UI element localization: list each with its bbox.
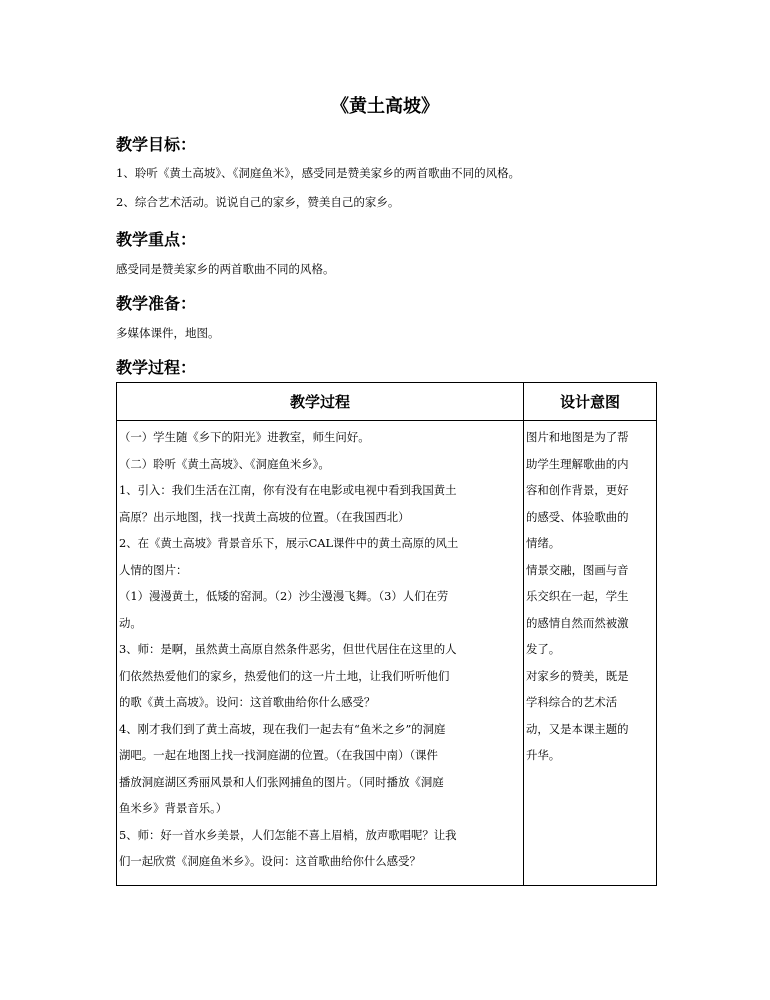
column-header-process: 教学过程 — [117, 383, 524, 421]
key-points-text: 感受同是赞美家乡的两首歌曲不同的风格。 — [116, 262, 335, 276]
intent-line: 情绪。 — [526, 536, 561, 550]
intent-line: 动，又是本课主题的 — [526, 721, 629, 736]
intent-line: 升华。 — [526, 748, 561, 762]
intent-line: 学科综合的艺术活 — [526, 695, 618, 709]
intent-line: 的感受、体验歌曲的 — [526, 509, 629, 524]
process-line: 鱼米乡》背景音乐。） — [119, 801, 228, 815]
intent-line: 情景交融，图画与音 — [526, 562, 629, 577]
process-line: 播放洞庭湖区秀丽风景和人们张网捕鱼的图片。（同时播放《洞庭 — [119, 774, 444, 789]
process-cell — [117, 421, 524, 886]
process-line: 5、师：好一首水乡美景，人们怎能不喜上眉梢，放声歌唱呢？让我 — [119, 827, 457, 842]
table-header-row — [117, 383, 657, 421]
process-line: 3、师：是啊，虽然黄土高原自然条件恶劣，但世代居住在这里的人 — [119, 642, 457, 656]
goals-heading: 教学目标： — [116, 135, 197, 154]
process-heading: 教学过程： — [116, 358, 197, 377]
process-line: 们一起欣赏《洞庭鱼米乡》。设问：这首歌曲给你什么感受？ — [119, 854, 421, 868]
process-line: 人情的图片： — [119, 562, 188, 577]
process-line: 们依然热爱他们的家乡，热爱他们的这一片土地，让我们听听他们 — [119, 668, 450, 683]
intent-line: 容和创作背景，更好 — [526, 483, 629, 497]
process-line: 2、在《黄土高坡》背景音乐下，展示CAL课件中的黄土高原的风土 — [119, 536, 459, 550]
process-line: 4、刚才我们到了黄土高坡，现在我们一起去有“鱼米之乡”的洞庭 — [119, 721, 446, 736]
process-line: （二）聆听《黄土高坡》、《洞庭鱼米乡》。 — [119, 456, 330, 471]
key-points-heading: 教学重点： — [116, 230, 197, 249]
process-line: 的歌《黄土高坡》。设问：这首歌曲给你什么感受？ — [119, 695, 376, 709]
intent-line: 图片和地图是为了帮 — [526, 430, 629, 444]
intent-line: 乐交织在一起，学生 — [526, 589, 629, 603]
process-line: 1、引入：我们生活在江南，你有没有在电影或电视中看到我国黄土 — [119, 483, 457, 497]
column-header-intent: 设计意图 — [524, 383, 657, 421]
lesson-process-table — [116, 382, 657, 886]
process-line: 高原？出示地图，找一找黄土高坡的位置。（在我国西北） — [119, 509, 410, 524]
goal-item-1: 1、聆听《黄土高坡》、《洞庭鱼米》，感受同是赞美家乡的两首歌曲不同的风格。 — [116, 166, 521, 180]
goal-item-2: 2、综合艺术活动。说说自己的家乡，赞美自己的家乡。 — [116, 195, 400, 209]
intent-line: 的感情自然而然被激 — [526, 615, 629, 630]
process-line: （1）漫漫黄土，低矮的窑洞。（2）沙尘漫漫飞舞。（3）人们在劳 — [119, 589, 449, 603]
intent-cell — [524, 421, 657, 886]
preparation-text: 多媒体课件，地图。 — [116, 326, 220, 340]
process-line: 湖吧。一起在地图上找一找洞庭湖的位置。（在我国中南）（课件 — [119, 748, 438, 762]
intent-line: 对家乡的赞美，既是 — [526, 668, 629, 683]
table-row — [117, 421, 657, 886]
intent-line: 助学生理解歌曲的内 — [526, 456, 629, 471]
preparation-heading: 教学准备： — [116, 294, 197, 313]
process-line: 动。 — [119, 615, 142, 630]
intent-line: 发了。 — [526, 642, 561, 656]
process-line: （一）学生随《乡下的阳光》进教室，师生问好。 — [119, 430, 370, 444]
document-title: 《黄土高坡》 — [331, 96, 439, 117]
